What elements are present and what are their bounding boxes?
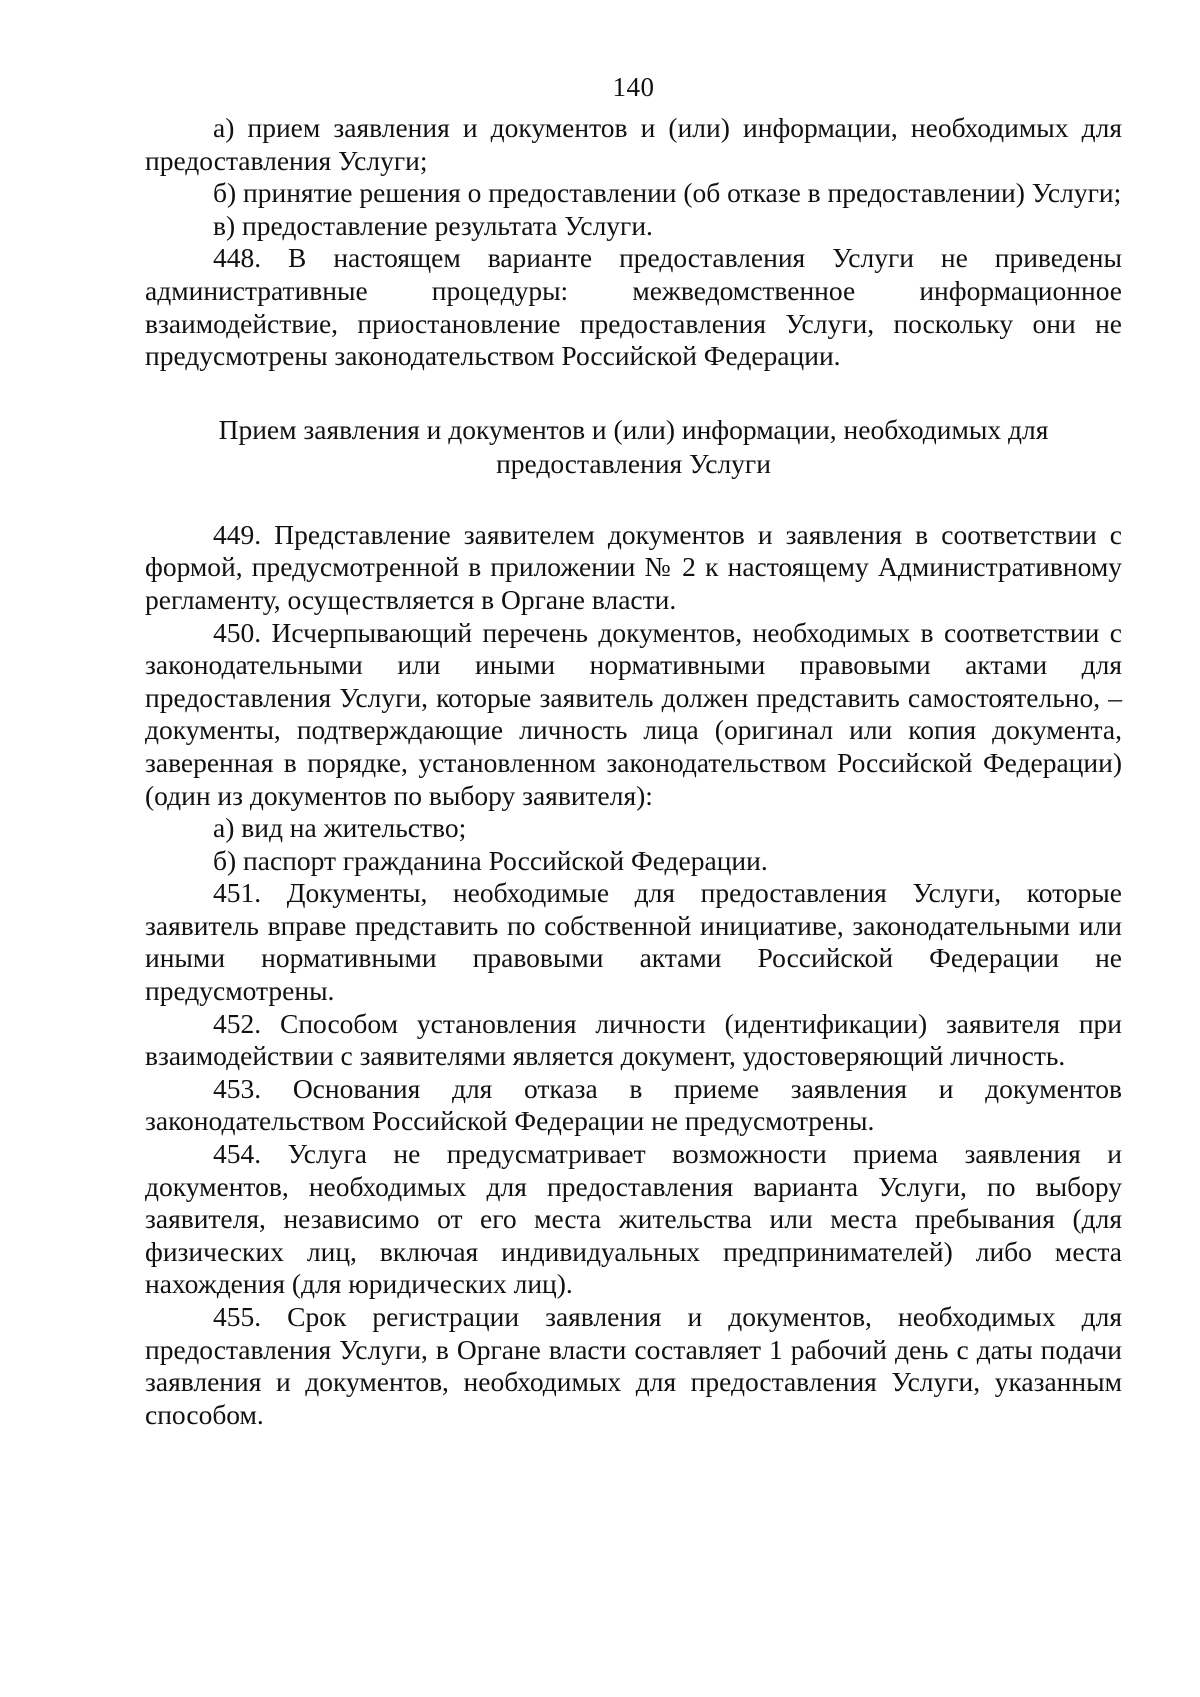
list-item-b-passport: б) паспорт гражданина Российской Федерации.: [213, 844, 768, 876]
section-heading: Прием заявления и документов и (или) информации, необходимых для предоставления Услуги: [218, 413, 1049, 479]
paragraph-453: 453. Основания для отказа в приеме заявления и документов законодательством Российской Федерации не предусмотрены.: [145, 1072, 1122, 1137]
list-item-a-residence-permit: а) вид на жительство;: [213, 812, 467, 844]
paragraph-450: 450. Исчерпывающий перечень документов, необходимых в соответствии с законодательными или иными нормативными правовыми актами для предоставления Услуги, которые заявитель должен представить самостоятельно, – документы, подтверждающие личность лица (оригинал или копия документа, заверенная в порядке, установленном законодательством Российской Федерации) (один из документов по выбору заявителя):: [145, 616, 1122, 811]
page-number: 140: [612, 72, 655, 102]
list-item-v: в) предоставление результата Услуги.: [213, 209, 653, 241]
paragraph-455: 455. Срок регистрации заявления и документов, необходимых для предоставления Услуги, в Органе власти составляет 1 рабочий день с даты подачи заявления и документов, необходимых для предоставления Услуги, указанным способом.: [145, 1301, 1122, 1430]
list-item-a: а) прием заявления и документов и (или) информации, необходимых для предоставления Услуги;: [145, 112, 1122, 176]
paragraph-449: 449. Представление заявителем документов и заявления в соответствии с формой, предусмотренной в приложении № 2 к настоящему Административному регламенту, осуществляется в Органе власти.: [145, 518, 1122, 615]
paragraph-451: 451. Документы, необходимые для предоставления Услуги, которые заявитель вправе представить по собственной инициативе, законодательными или иными нормативными правовыми актами Российской Федерации не предусмотрены.: [145, 877, 1122, 1007]
paragraph-448: 448. В настоящем варианте предоставления Услуги не приведены административные процедуры: межведомственное информационное взаимодействие, приостановление предоставления Услуги, поскольку они не предусмотрены законодательством Российской Федерации.: [145, 242, 1122, 372]
list-item-b: б) принятие решения о предоставлении (об отказе в предоставлении) Услуги;: [213, 177, 1122, 209]
document-page: [145, 70, 1122, 1431]
paragraph-452: 452. Способом установления личности (идентификации) заявителя при взаимодействии с заявителями является документ, удостоверяющий личность.: [145, 1007, 1122, 1072]
paragraph-454: 454. Услуга не предусматривает возможности приема заявления и документов, необходимых для предоставления варианта Услуги, по выбору заявителя, независимо от его места жительства или места пребывания (для физических лиц, включая индивидуальных предпринимателей) либо места нахождения (для юридических лиц).: [145, 1138, 1122, 1300]
